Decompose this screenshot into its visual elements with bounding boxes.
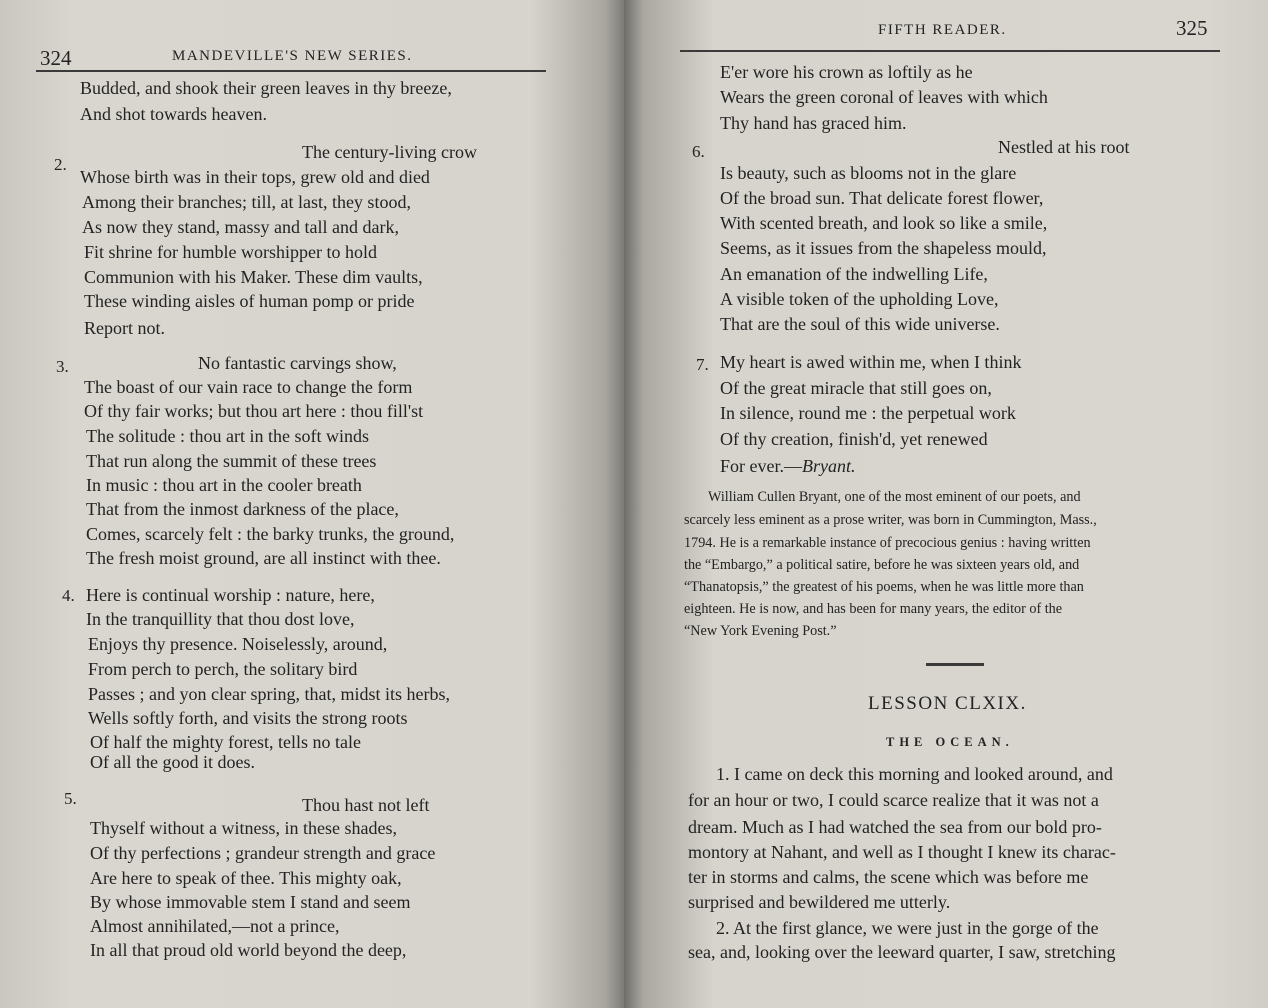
verse-line: Wears the green coronal of leaves with which — [720, 87, 1048, 107]
verse-line: Of thy perfections ; grandeur strength and grace — [90, 843, 436, 863]
note-line: scarcely less eminent as a prose writer, was born in Cummington, Mass., — [684, 512, 1097, 528]
author-name: Bryant. — [801, 456, 856, 476]
prose-line: ter in storms and calms, the scene which was before me — [688, 867, 1089, 887]
verse-line: Among their branches; till, at last, they stood, — [82, 192, 411, 212]
verse-line: In silence, round me : the perpetual work — [720, 403, 1016, 423]
verse-line: That from the inmost darkness of the place, — [86, 499, 399, 519]
note-line: eighteen. He is now, and has been for many years, the editor of the — [684, 601, 1063, 617]
verse-line: Of the broad sun. That delicate forest flower, — [720, 188, 1044, 208]
note-line: William Cullen Bryant, one of the most eminent of our poets, and — [708, 489, 1081, 505]
prose-line: surprised and bewildered me utterly. — [688, 892, 951, 912]
prose-line: sea, and, looking over the leeward quarter, I saw, stretching — [688, 942, 1116, 962]
verse-line: By whose immovable stem I stand and seem — [90, 892, 411, 912]
page-number: 325 — [1176, 16, 1208, 40]
verse-line: An emanation of the indwelling Life, — [720, 264, 988, 284]
verse-line: In music : thou art in the cooler breath — [86, 475, 362, 495]
verse-line: Thy hand has graced him. — [720, 113, 907, 133]
verse-line: Thyself without a witness, in these shades, — [90, 818, 397, 838]
verse-final-text: For ever.— — [720, 456, 802, 476]
verse-line: With scented breath, and look so like a smile, — [720, 213, 1048, 233]
verse-line: Communion with his Maker. These dim vaults, — [84, 267, 423, 287]
header-rule — [680, 50, 1220, 52]
verse-line: Report not. — [84, 318, 165, 338]
verse-line: A visible token of the upholding Love, — [720, 289, 999, 309]
verse-line: Of thy fair works; but thou art here : thou fill'st — [84, 401, 424, 421]
note-line: the “Embargo,” a political satire, before he was sixteen years old, and — [684, 557, 1080, 573]
verse-line: Of thy creation, finish'd, yet renewed — [720, 429, 988, 449]
verse-line: Comes, scarcely felt : the barky trunks, the ground, — [86, 524, 455, 544]
verse-line: Here is continual worship : nature, here, — [86, 585, 375, 605]
verse-line: Budded, and shook their green leaves in thy breeze, — [80, 78, 452, 98]
verse-line: Enjoys thy presence. Noiselessly, around, — [88, 634, 388, 654]
stanza-number: 7. — [696, 355, 709, 374]
header-rule — [36, 70, 546, 72]
prose-line: montory at Nahant, and well as I thought I knew its charac- — [688, 842, 1116, 862]
verse-line: Fit shrine for humble worshipper to hold — [84, 242, 377, 262]
verse-line: Wells softly forth, and visits the strong roots — [88, 708, 408, 728]
verse-line: Seems, as it issues from the shapeless mould, — [720, 238, 1047, 258]
verse-line: And shot towards heaven. — [80, 104, 267, 124]
verse-line: The fresh moist ground, are all instinct with thee. — [86, 548, 441, 568]
right-page — [624, 0, 1268, 1008]
verse-line: No fantastic carvings show, — [198, 353, 397, 373]
note-line: 1794. He is a remarkable instance of precocious genius : having written — [684, 535, 1091, 551]
verse-line: From perch to perch, the solitary bird — [88, 659, 358, 679]
page-number: 324 — [40, 46, 72, 70]
verse-line: Whose birth was in their tops, grew old and died — [80, 167, 430, 187]
verse-line: Are here to speak of thee. This mighty oak, — [90, 868, 402, 888]
verse-line-attribution — [720, 456, 855, 477]
lesson-subtitle: THE OCEAN. — [886, 735, 1014, 749]
stanza-number: 5. — [64, 789, 77, 808]
note-line: “New York Evening Post.” — [684, 623, 837, 639]
verse-line: Of half the mighty forest, tells no tale — [90, 732, 361, 752]
verse-line: Thou hast not left — [302, 795, 430, 815]
stanza-number: 6. — [692, 142, 705, 161]
stanza-number: 3. — [56, 357, 69, 376]
verse-line: The solitude : thou art in the soft winds — [86, 426, 369, 446]
running-head: MANDEVILLE'S NEW SERIES. — [172, 48, 413, 64]
verse-line: Nestled at his root — [998, 137, 1130, 157]
prose-line: dream. Much as I had watched the sea from our bold pro- — [688, 817, 1102, 837]
verse-line: The century-living crow — [302, 142, 477, 162]
verse-line: These winding aisles of human pomp or pride — [84, 291, 415, 311]
verse-line: That run along the summit of these trees — [86, 451, 377, 471]
prose-line: 2. At the first glance, we were just in the gorge of the — [716, 918, 1099, 938]
verse-line: That are the soul of this wide universe. — [720, 314, 1000, 334]
verse-line: As now they stand, massy and tall and dark, — [82, 217, 399, 237]
verse-line: Of the great miracle that still goes on, — [720, 378, 992, 398]
note-line: “Thanatopsis,” the greatest of his poems, when he was little more than — [684, 579, 1084, 595]
verse-line: Of all the good it does. — [90, 752, 255, 772]
verse-line: Is beauty, such as blooms not in the glare — [720, 163, 1017, 183]
verse-line: In all that proud old world beyond the deep, — [90, 940, 407, 960]
prose-line: 1. I came on deck this morning and looked around, and — [716, 764, 1113, 784]
stanza-number: 2. — [54, 155, 67, 174]
verse-line: In the tranquillity that thou dost love, — [86, 609, 355, 629]
verse-line: My heart is awed within me, when I think — [720, 352, 1022, 372]
verse-line: Passes ; and yon clear spring, that, midst its herbs, — [88, 684, 450, 704]
prose-line: for an hour or two, I could scarce realize that it was not a — [688, 790, 1099, 810]
verse-line: E'er wore his crown as loftily as he — [720, 62, 973, 82]
lesson-title: LESSON CLXIX. — [868, 693, 1027, 714]
left-page — [0, 0, 624, 1008]
running-head: FIFTH READER. — [878, 22, 1007, 38]
section-divider — [926, 663, 984, 666]
stanza-number: 4. — [62, 586, 75, 605]
verse-line: The boast of our vain race to change the form — [84, 377, 413, 397]
verse-line: Almost annihilated,—not a prince, — [90, 916, 340, 936]
